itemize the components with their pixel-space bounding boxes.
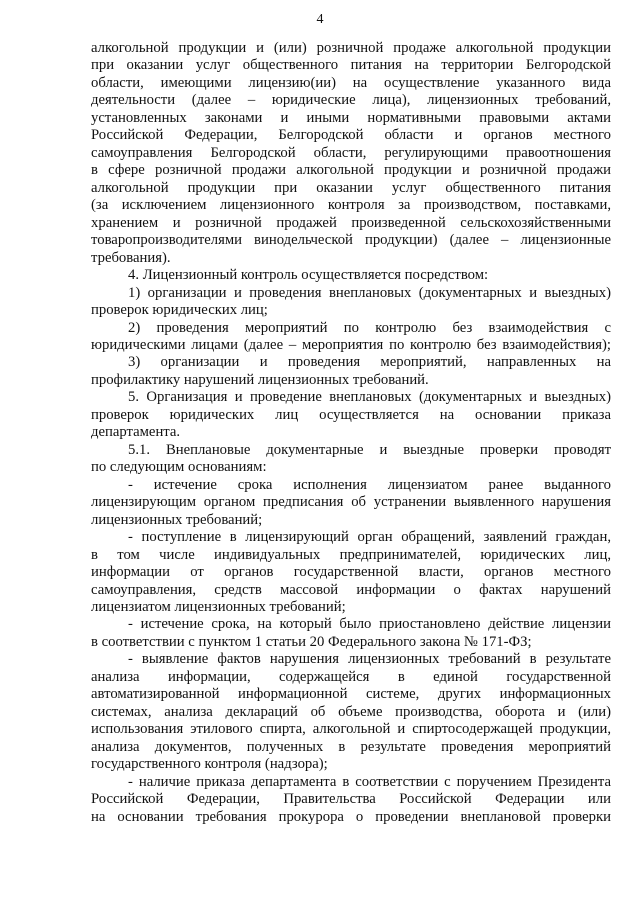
text-line: требования). <box>91 249 171 266</box>
text-line: лицензирующим органом предписания об устранении выявленного нарушения <box>91 494 611 511</box>
text-line: государственного контроля (надзора); <box>91 756 328 773</box>
text-line: установленных законами и иными нормативными правовыми актами <box>91 109 611 126</box>
page-number: 4 <box>316 12 324 27</box>
text-line: 1) организации и проведения внеплановых (документарных и выездных) <box>128 284 611 301</box>
text-line: деятельности (далее – юридические лица), лицензионных требований, <box>91 92 611 109</box>
text-line: в том числе индивидуальных предпринимателей, юридических лиц, <box>91 546 611 563</box>
text-line: самоуправления Белгородской области, регулирующими правоотношения <box>91 144 611 161</box>
text-line: при оказании услуг общественного питания на территории Белгородской <box>91 57 611 74</box>
text-line: в соответствии с пунктом 1 статьи 20 Федерального закона № 171-ФЗ; <box>91 633 532 650</box>
text-line: профилактику нарушений лицензионных требований. <box>91 371 429 388</box>
text-line: (за исключением лицензионного контроля за производством, поставками, <box>91 197 611 214</box>
text-line: 3) организации и проведения мероприятий, направленных на <box>128 354 611 371</box>
text-line: в сфере розничной продажи алкогольной продукции и розничной продажи <box>91 162 611 179</box>
text-line: - истечение срока, на который было приостановлено действие лицензии <box>128 616 611 633</box>
text-line: - выявление фактов нарушения лицензионных требований в результате <box>128 651 611 668</box>
text-line: системах, анализа деклараций об объеме производства, оборота и (или) <box>91 703 611 720</box>
text-line: информации от органов государственной власти, органов местного <box>91 564 611 581</box>
text-line: - истечение срока исполнения лицензиатом ранее выданного <box>128 476 611 493</box>
text-line: на основании требования прокурора о проведении внеплановой проверки <box>91 808 611 825</box>
text-line: юридическими лицами (далее – мероприятия по контролю без взаимодействия); <box>91 336 611 353</box>
text-line: 2) проведения мероприятий по контролю без взаимодействия с <box>128 319 611 336</box>
text-line: алкогольной продукции при оказании услуг общественного питания <box>91 179 611 196</box>
text-line: - поступление в лицензирующий орган обращений, заявлений граждан, <box>128 529 611 546</box>
text-line: области, имеющими лицензию(ии) на осуществление указанного вида <box>91 74 611 91</box>
text-line: проверок юридических лиц осуществляется на основании приказа <box>91 406 611 423</box>
text-line: автоматизированной информационной системе, других информационных <box>91 686 611 703</box>
text-line: проверок юридических лиц; <box>91 302 268 319</box>
text-line: хранением и розничной продажей произведенной сельскохозяйственными <box>91 214 611 231</box>
text-line: анализа документов, полученных в результате проведения мероприятий <box>91 738 611 755</box>
text-line: по следующим основаниям: <box>91 459 267 476</box>
text-line: лицензиатом лицензионных требований; <box>91 599 346 615</box>
text-line: Российской Федерации, Правительства Российской Федерации или <box>91 791 611 808</box>
text-line: департамента. <box>91 424 181 441</box>
text-line: использования этилового спирта, алкогольной и спиртосодержащей продукции, <box>91 721 611 738</box>
text-line: 5.1. Внеплановые документарные и выездные проверки проводят <box>128 441 611 458</box>
text-line: - наличие приказа департамента в соответствии с поручением Президента <box>128 773 611 790</box>
text-line: 5. Организация и проведение внеплановых (документарных и выездных) <box>128 389 611 406</box>
text-line: 4. Лицензионный контроль осуществляется посредством: <box>128 267 489 284</box>
text-line: анализа информации, содержащейся в единой государственной <box>91 668 611 685</box>
text-line: товаропроизводителями винодельческой продукции) (далее – лицензионные <box>91 232 611 249</box>
text-line: Российской Федерации, Белгородской области и органов местного <box>91 127 611 144</box>
text-line: алкогольной продукции и (или) розничной продаже алкогольной продукции <box>91 40 611 56</box>
body-text <box>91 40 611 826</box>
text-line: лицензионных требований; <box>91 511 263 528</box>
text-line: самоуправления, средств массовой информации о фактах нарушений <box>91 581 611 598</box>
